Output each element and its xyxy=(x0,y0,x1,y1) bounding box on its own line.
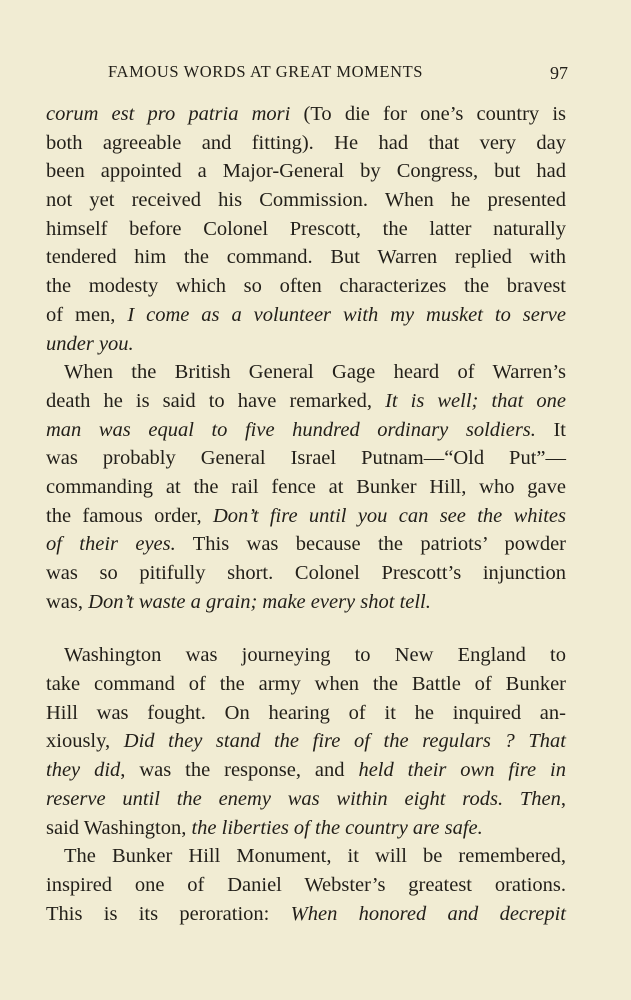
italic-text: reserve until the enemy was within eight rods. Then xyxy=(46,787,561,810)
text-segment: Hill was fought. On hearing of it he inquired an- xyxy=(46,701,566,724)
text-line xyxy=(46,330,566,359)
text-segment: , xyxy=(560,787,566,810)
text-line xyxy=(46,243,566,272)
italic-text: It is well; that one xyxy=(385,389,566,412)
text-line xyxy=(46,699,566,728)
text-segment: , was the response, and xyxy=(120,759,359,782)
text-line xyxy=(46,842,566,871)
italic-text: Don’t waste a grain; make every shot tell. xyxy=(88,590,431,613)
text-line xyxy=(46,756,566,785)
text-line xyxy=(46,157,566,186)
text-segment: xiously, xyxy=(46,730,124,753)
text-line xyxy=(46,559,566,588)
text-segment: (To die for one’s country is xyxy=(290,103,566,125)
italic-text: they did xyxy=(46,759,121,782)
italic-text: Don’t fire until you can see the whites xyxy=(212,504,566,527)
text-segment: When the British General Gage heard of Warren’s xyxy=(64,361,566,384)
text-segment: This was because the patriots’ powder xyxy=(175,533,566,556)
text-line xyxy=(46,100,566,129)
text-line xyxy=(46,215,566,244)
text-line xyxy=(46,814,566,843)
text-line xyxy=(46,588,566,617)
text-segment: inspired one of Daniel Webster’s greatest orations. xyxy=(46,873,566,896)
page-number: 97 xyxy=(550,63,568,83)
text-segment: said Washington, xyxy=(46,816,192,839)
text-line xyxy=(46,900,566,929)
text-line xyxy=(46,301,566,330)
text-segment: the modesty which so often characterizes the bravest xyxy=(46,275,566,298)
text-segment: take command of the army when the Battle of Bunker xyxy=(46,673,566,696)
text-line xyxy=(46,530,566,559)
paragraph-gap xyxy=(46,616,566,641)
body-text xyxy=(46,100,566,928)
text-line xyxy=(46,785,566,814)
text-segment: been appointed a Major-General by Congress, but had xyxy=(46,160,566,183)
text-line xyxy=(46,358,566,387)
italic-text: I come as a volunteer with my musket to serve xyxy=(127,303,566,326)
text-line xyxy=(46,129,566,158)
text-segment: was probably General Israel Putnam—“Old Put”— xyxy=(46,447,566,470)
text-line xyxy=(46,272,566,301)
text-line xyxy=(46,641,566,670)
italic-text: man was equal to five hundred ordinary soldiers. xyxy=(46,418,536,441)
text-segment: was so pitifully short. Colonel Prescott’s injunction xyxy=(46,562,566,584)
running-head xyxy=(108,62,568,86)
text-segment: Washington was journeying to New England to xyxy=(64,644,566,667)
italic-text: under you. xyxy=(46,332,134,355)
running-title: FAMOUS WORDS AT GREAT MOMENTS xyxy=(108,62,424,81)
italic-text: When honored and decrepit xyxy=(290,902,566,925)
text-line xyxy=(46,871,566,900)
text-line xyxy=(46,186,566,215)
italic-text: Did they stand the fire of the regulars ? That xyxy=(123,730,567,753)
italic-text: of their eyes. xyxy=(46,533,176,556)
text-segment: tendered him the command. But Warren replied with xyxy=(46,246,566,269)
text-line xyxy=(46,444,566,473)
text-line xyxy=(46,502,566,531)
text-segment: himself before Colonel Prescott, the latter naturally xyxy=(46,217,566,240)
text-line xyxy=(46,387,566,416)
text-line xyxy=(46,473,566,502)
text-segment: of men, xyxy=(46,303,128,326)
italic-text: corum est pro patria mori xyxy=(46,103,291,125)
text-segment: death he is said to have remarked, xyxy=(46,389,386,412)
italic-text: held their own fire in xyxy=(358,759,566,782)
text-line xyxy=(46,727,566,756)
text-segment: the famous order, xyxy=(46,504,213,527)
text-line xyxy=(46,416,566,445)
text-segment: both agreeable and fitting). He had that very day xyxy=(46,131,566,154)
text-segment: commanding at the rail fence at Bunker Hill, who gave xyxy=(46,475,566,498)
text-segment: was, xyxy=(46,590,89,613)
text-line xyxy=(46,670,566,699)
italic-text: the liberties of the country are safe. xyxy=(191,816,483,839)
text-segment: It xyxy=(535,418,567,441)
text-segment: This is its peroration: xyxy=(46,902,291,925)
text-segment: The Bunker Hill Monument, it will be remembered, xyxy=(64,845,566,868)
text-segment: not yet received his Commission. When he presented xyxy=(46,189,566,212)
